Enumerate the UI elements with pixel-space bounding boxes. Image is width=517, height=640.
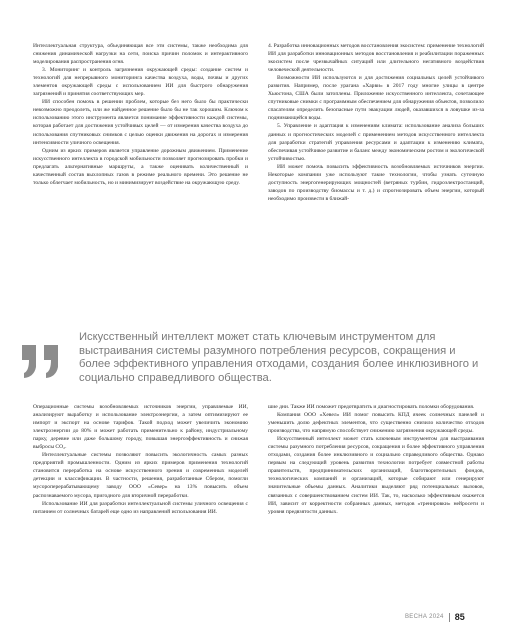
paragraph: Интеллектуальная структура, объединяющая все эти системы, также необходима для снижения динамической нагрузки на сети, поиска причин поломок и интерактивного моделирования распространения огня. [33,43,248,66]
paragraph: Интеллектуальные системы позволяют повысить экологичность самых разных предприятий промышленности. Одним из ярких примеров применения технологий становится переработка на основе искусственного зрения и современных моделей детекции и классификации. В частности, решения, разработанные Сбером, помогли мусороперерабатывающему заводу ООО «Север» на 13% повысить объем распознаваемого мусора, пригодного для вторичной переработки. [33,452,248,499]
paragraph: 5. Управление и адаптация к изменениям климата: использование анализа больших данных и прогностических моделей с применением методов искусственного интеллекта для разработки стратегий управления ресурсами и адаптации к изменению климата, обеспечивая устойчивое развитие и баланс между экономическим ростом и экологической устойчивостью. [268,123,484,162]
issue-label: ВЕСНА 2024 [405,614,444,620]
page-number: 85 [454,612,465,622]
column-bottom-right [268,403,484,516]
paragraph: ИИ может помочь повысить эффективность возобновляемых источников энергии. Некоторые компании уже используют такие технологии, чтобы узнать суточную доступность энергогенерирующих мощностей (ветряных турбин, гидроэлектростанций, заводов по производству биомассы и т. д.) и спрогнозировать объем энергии, который необходимо произвести в ближай- [268,163,484,202]
column-top-left [33,42,248,187]
paragraph: 3. Мониторинг и контроль загрязнения окружающей среды: создание систем и технологий для непрерывного мониторинга качества воздуха, воды, почвы и других элементов окружающей среды с использованием ИИ для быстрого обнаружения загрязнений и принятия соответствующих мер. [33,67,248,98]
paragraph: ИИ способен помочь в решении проблем, которые без него было бы практически невозможно преодолеть, или же найденное решение было бы не так хорошим. Ключом к использованию этого инструмента является понимание эффективности каждой системы, которая работает для достижения устойчивых целей — от измерения качества воздуха до использования спутниковых снимков с целью оценки движения на дорогах и измерения интенсивности уличного освещения. [33,99,248,146]
paragraph: Компания ООО «Хевел» ИИ помог повысить КПД ячеек солнечных панелей и уменьшить долю дефектных элементов, что существенно снизило количество отходов производства, что напрямую способствует снижению загрязнения окружающей среды. [268,412,484,435]
paragraph: Использование ИИ для разработки интеллектуальной системы уличного освещения с питанием от солнечных батарей еще одно из направлений использования ИИ. [33,500,248,515]
paragraph: Возможности ИИ используются и для достижения социальных целей устойчивого развития. Например, после урагана «Харви» в 2017 году многие улицы в центре Хьюстона, США были затоплены. Приложение искусственного интеллекта, сочетающее спутниковые снимки с программным обеспечением для обнаружения объектов, позволило спасателям определить безопасные пути эвакуации людей, оказавшихся в ловушке из-за поднимающейся воды. [268,75,484,122]
column-top-right [268,42,484,203]
paragraph: Одним из ярких примеров является управление дорожным движением. Применение искусственного интеллекта в городской мобильности позволяет прогнозировать пробки и предлагать альтернативные маршруты, а также оценивать количественный и качественный состав выхлопных газов в режиме реального времени. Это решение не только облегчает мобильность, но и минимизирует воздействие на окружающую среду. [33,147,248,186]
pull-quote: Искусственный интеллект может стать ключевым инструментом для выстраивания системы разумного потребления ресурсов, сокращения и более эффективного управления отходами, создания более инклюзивного и социально справедливого общества. [79,331,479,384]
paragraph: 4. Разработка инновационных методов восстановления экосистем: применение технологий ИИ для разработки инновационных методов восстановления и реабилитации пораженных экосистем после чрезвычайных ситуаций или длительного негативного воздействия человеческой деятельности. [268,43,484,74]
footer-divider [449,613,450,622]
paragraph: Искусственный интеллект может стать ключевым инструментом для выстраивания системы разумного потребления ресурсов, сокращения и более эффективного управления отходами, создания более инклюзивного и социально справедливого общества. Однако первым на следующий уровень развития технологии потребует совместной работы правительств, предпринимательских организаций, благотворительных фондов, технологических компаний и организаций, которые собирают или генерируют значительные объемы данных. Аналитики выделяют ряд потенциальных вызовов, связанных с совершенствованием систем ИИ. Так, то, насколько эффективным окажется ИИ, зависит от корректности собранных данных, методов «тренировки» нейросети и уровня предвзятости данных. [268,436,484,515]
quote-mark-icon [20,330,64,388]
paragraph: шие дни. Также ИИ поможет предотвратить и диагностировать поломки оборудования. [268,404,475,410]
paragraph: Операционные системы возобновляемых источников энергии, управляемые ИИ, анализируют выработку и использование электроэнергии, а затем оптимизируют ее импорт и экспорт на основе тарифов. Такой подход может увеличить экономию электроэнергии до 80% и может работать применительно к району, индустриальному парку, деревне или даже большому городу, повышая энергоэффективность и снижая выбросы CO₂. [33,404,248,451]
column-bottom-left [33,403,248,516]
page-footer [405,612,465,622]
quote-mark-glyph [20,343,64,379]
